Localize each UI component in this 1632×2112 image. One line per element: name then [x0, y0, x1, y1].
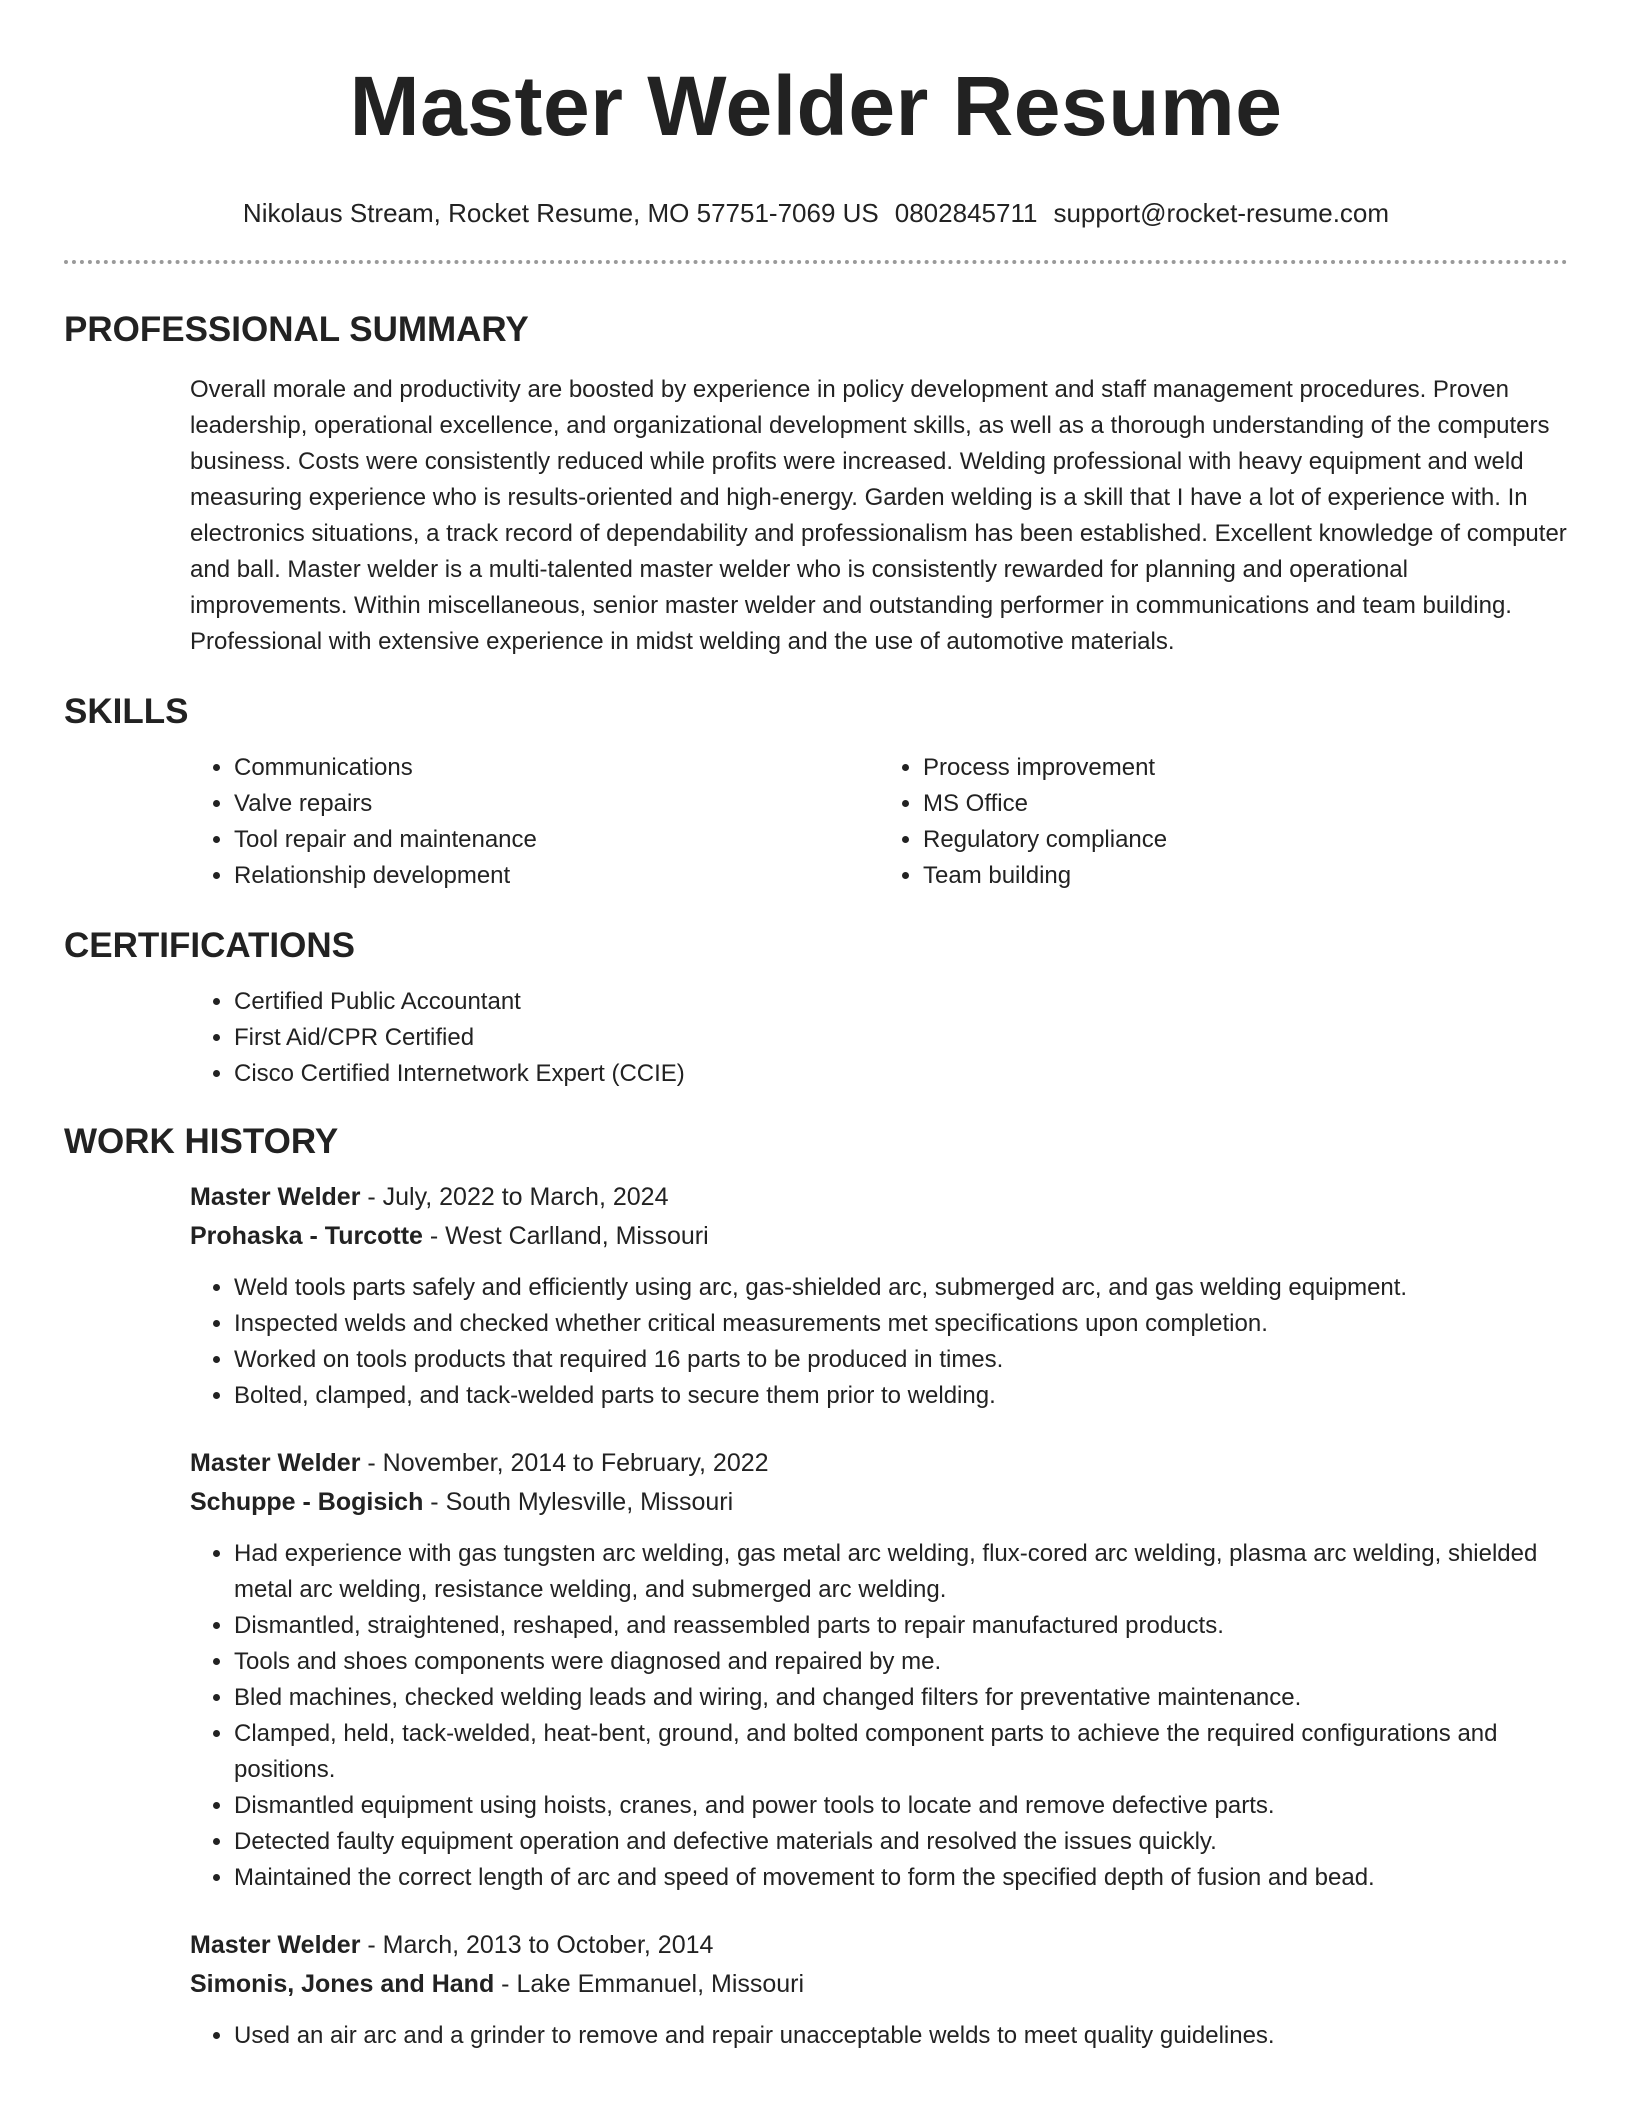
- job-location: - Lake Emmanuel, Missouri: [494, 1970, 805, 1998]
- certifications-heading: CERTIFICATIONS: [64, 926, 356, 965]
- job-bullet: • Dismantled, straightened, reshaped, and reassembled parts to repair manufactured products.: [234, 1608, 1568, 1644]
- job-company: Schuppe - Bogisich: [190, 1488, 424, 1516]
- skill-item: • MS Office: [923, 786, 1568, 822]
- job-dates: - July, 2022 to March, 2024: [360, 1183, 669, 1211]
- job-bullet: • Used an air arc and a grinder to remove and repair unacceptable welds to meet quality guidelines.: [234, 2018, 1568, 2054]
- header-divider: [64, 260, 1568, 264]
- job-entry: [190, 1926, 1568, 2054]
- job-location: - South Mylesville, Missouri: [423, 1488, 734, 1516]
- skill-item: • Process improvement: [923, 750, 1568, 786]
- job-bullet: • Bolted, clamped, and tack-welded parts to secure them prior to welding.: [234, 1378, 1568, 1414]
- certification-item: • Certified Public Accountant: [234, 984, 1568, 1020]
- job-title: Master Welder: [190, 1449, 361, 1477]
- job-bullets: [190, 2018, 1568, 2054]
- job-company: Simonis, Jones and Hand: [190, 1970, 495, 1998]
- certification-item: • Cisco Certified Internetwork Expert (CCIE): [234, 1056, 1568, 1092]
- skill-item: • Team building: [923, 858, 1568, 894]
- certifications-list: [190, 984, 1568, 1092]
- job-company-line: [190, 1483, 1568, 1522]
- job-title: Master Welder: [190, 1931, 361, 1959]
- job-title-line: [190, 1926, 1568, 1965]
- skills-heading: SKILLS: [64, 692, 189, 731]
- job-bullets: [190, 1536, 1568, 1896]
- job-title-line: [190, 1178, 1568, 1217]
- job-location: - West Carlland, Missouri: [422, 1222, 709, 1250]
- skill-item: • Relationship development: [234, 858, 879, 894]
- job-company-line: [190, 1965, 1568, 2004]
- skills-left-column: [190, 750, 879, 894]
- skills-list: [190, 750, 1568, 894]
- job-company-line: [190, 1217, 1568, 1256]
- skill-item: • Valve repairs: [234, 786, 879, 822]
- certification-item: • First Aid/CPR Certified: [234, 1020, 1568, 1056]
- job-bullet: • Clamped, held, tack-welded, heat-bent, ground, and bolted component parts to achieve the required configurations and positions.: [234, 1716, 1568, 1788]
- contact-email: support@rocket-resume.com: [1053, 198, 1390, 228]
- resume-title: Master Welder Resume: [349, 59, 1283, 153]
- job-bullet: • Weld tools parts safely and efficiently using arc, gas-shielded arc, submerged arc, and gas welding equipment.: [234, 1270, 1568, 1306]
- job-title-line: [190, 1444, 1568, 1483]
- job-bullet: • Tools and shoes components were diagnosed and repaired by me.: [234, 1644, 1568, 1680]
- job-dates: - November, 2014 to February, 2022: [360, 1449, 769, 1477]
- skill-item: • Regulatory compliance: [923, 822, 1568, 858]
- job-entry: [190, 1444, 1568, 1896]
- job-bullet: • Bled machines, checked welding leads and wiring, and changed filters for preventative maintenance.: [234, 1680, 1568, 1716]
- job-title: Master Welder: [190, 1183, 361, 1211]
- work-history-heading: WORK HISTORY: [64, 1122, 339, 1161]
- contact-phone: 0802845711: [894, 198, 1038, 228]
- job-bullet: • Had experience with gas tungsten arc welding, gas metal arc welding, flux-cored arc welding, plasma arc welding, shielded metal arc welding, resistance welding, and submerged arc welding.: [234, 1536, 1568, 1608]
- job-bullet: • Dismantled equipment using hoists, cranes, and power tools to locate and remove defective parts.: [234, 1788, 1568, 1824]
- skills-right-column: [879, 750, 1568, 894]
- skill-item: • Communications: [234, 750, 879, 786]
- skill-item: • Tool repair and maintenance: [234, 822, 879, 858]
- contact-line: [64, 196, 1568, 230]
- job-bullet: • Maintained the correct length of arc and speed of movement to form the specified depth of fusion and bead.: [234, 1860, 1568, 1896]
- job-bullet: • Worked on tools products that required 16 parts to be produced in times.: [234, 1342, 1568, 1378]
- summary-text: Overall morale and productivity are boosted by experience in policy development and staff management procedures. Proven leadership, operational excellence, and organizational development skills, as well as a thorough understanding of the computers business. Costs were consistently reduced while profits were increased. Welding professional with heavy equipment and weld measuring experience who is results-oriented and high-energy. Garden welding is a skill that I have a lot of experience with. In electronics situations, a track record of dependability and professionalism has been established. Excellent knowledge of computer and ball. Master welder is a multi-talented master welder who is consistently rewarded for planning and operational improvements. Within miscellaneous, senior master welder and outstanding performer in communications and team building. Professional with extensive experience in midst welding and the use of automotive materials.: [190, 376, 1567, 655]
- job-bullet: • Detected faulty equipment operation and defective materials and resolved the issues quickly.: [234, 1824, 1568, 1860]
- job-bullets: [190, 1270, 1568, 1414]
- job-dates: - March, 2013 to October, 2014: [360, 1931, 714, 1959]
- summary-heading: PROFESSIONAL SUMMARY: [64, 310, 529, 349]
- contact-address: Nikolaus Stream, Rocket Resume, MO 57751-7069 US: [242, 198, 879, 228]
- job-entry: [190, 1178, 1568, 1414]
- job-company: Prohaska - Turcotte: [190, 1222, 423, 1250]
- job-bullet: • Inspected welds and checked whether critical measurements met specifications upon completion.: [234, 1306, 1568, 1342]
